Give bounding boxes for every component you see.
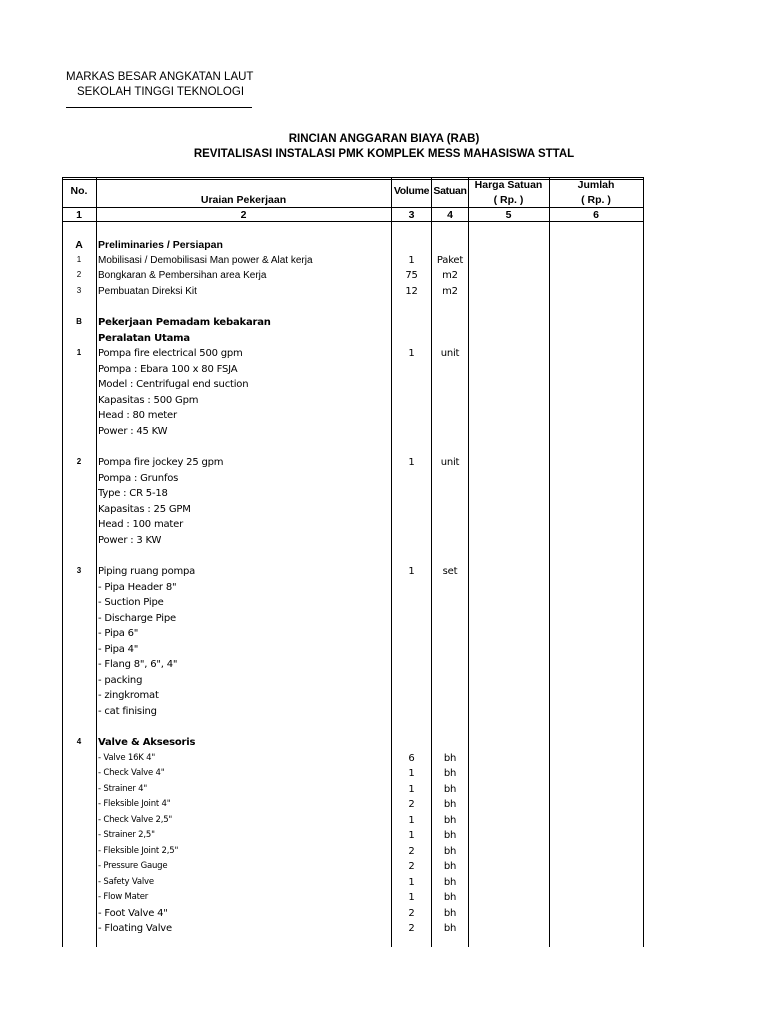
row-volume: 2 [408, 923, 415, 934]
row-description: - Check Valve 2,5" [98, 814, 173, 825]
table-row [62, 457, 644, 472]
col-header-uraian: Uraian Pekerjaan [200, 194, 287, 206]
table-row [62, 379, 644, 394]
row-description: Kapasitas : 25 GPM [98, 503, 191, 515]
header-divider [62, 207, 644, 208]
row-satuan: bh [443, 799, 457, 810]
row-description: - packing [98, 674, 143, 686]
table-row [62, 504, 644, 519]
row-description: - Pipa Header 8" [98, 581, 177, 593]
row-satuan: set [442, 566, 458, 577]
table-row [62, 317, 644, 332]
row-satuan: bh [443, 814, 457, 826]
table-row [62, 768, 644, 783]
row-description: Head : 80 meter [98, 410, 177, 421]
table-row [62, 923, 644, 938]
row-no: 3 [76, 566, 82, 575]
row-description: Head : 100 mater [98, 519, 183, 530]
row-description: Type : CR 5-18 [98, 488, 168, 499]
row-satuan: bh [443, 768, 457, 779]
row-description: - Valve 16K 4" [98, 752, 156, 763]
col-header-harga: Harga Satuan [474, 179, 543, 191]
row-description: - cat finising [98, 705, 157, 717]
col-header-no: No. [70, 185, 88, 197]
row-description: - zingkromat [98, 690, 159, 701]
row-description: - Floating Valve [98, 923, 172, 934]
col-number: 5 [505, 209, 512, 221]
row-volume: 1 [408, 254, 415, 266]
row-volume: 1 [408, 783, 415, 795]
row-satuan: m2 [442, 285, 458, 297]
row-volume: 1 [408, 348, 415, 359]
row-description: Pompa : Grunfos [98, 472, 179, 484]
row-satuan: bh [443, 845, 457, 857]
row-satuan: unit [440, 348, 460, 359]
row-description: Pembuatan Direksi Kit [98, 285, 197, 297]
rab-table [62, 177, 644, 947]
row-satuan: unit [440, 457, 460, 468]
table-row [62, 286, 644, 301]
org-subname: SEKOLAH TINGGI TEKNOLOGI [77, 86, 245, 98]
row-satuan: bh [443, 861, 457, 872]
table-row [62, 426, 644, 441]
row-no: 1 [76, 254, 82, 264]
table-row [62, 830, 644, 845]
row-volume: 2 [408, 861, 415, 872]
table-row [62, 908, 644, 923]
row-volume: 1 [408, 566, 415, 577]
row-description: Mobilisasi / Demobilisasi Man power & Alat kerja [98, 254, 313, 266]
row-description: - Fleksible Joint 4" [98, 799, 171, 809]
table-row [62, 488, 644, 503]
table-row [62, 597, 644, 612]
row-volume: 6 [408, 752, 415, 764]
row-description: - Discharge Pipe [98, 612, 176, 624]
row-description: Peralatan Utama [98, 332, 190, 344]
row-satuan: bh [443, 783, 457, 795]
row-satuan: bh [443, 892, 457, 903]
row-volume: 1 [408, 892, 415, 903]
document-subtitle: REVITALISASI INSTALASI PMK KOMPLEK MESS MAHASISWA STTAL [193, 148, 575, 160]
col-number: 6 [593, 209, 599, 221]
row-satuan: bh [443, 923, 457, 934]
table-row [62, 566, 644, 581]
row-satuan: bh [443, 752, 457, 764]
table-row [62, 255, 644, 270]
table-row [62, 659, 644, 674]
row-no: 3 [76, 285, 82, 295]
row-satuan: m2 [442, 270, 458, 281]
table-row [62, 706, 644, 721]
org-underline [66, 107, 252, 108]
col-number: 4 [447, 209, 453, 221]
row-no: B [76, 317, 82, 326]
row-volume: 1 [408, 457, 415, 468]
row-no: 4 [76, 737, 82, 746]
table-row [62, 737, 644, 752]
row-volume: 2 [408, 907, 415, 919]
col-header-jumlah-unit: ( Rp. ) [581, 194, 611, 206]
row-description: Pompa : Ebara 100 x 80 FSJA [98, 363, 238, 375]
org-name: MARKAS BESAR ANGKATAN LAUT [66, 71, 254, 83]
row-description: - Pressure Gauge [98, 861, 168, 871]
row-description: - Foot Valve 4" [98, 907, 168, 919]
table-row [62, 815, 644, 830]
table-row [62, 239, 644, 254]
row-satuan: bh [443, 907, 457, 919]
row-description: Pompa fire jockey 25 gpm [98, 457, 224, 468]
table-row [62, 799, 644, 814]
row-description: - Suction Pipe [98, 597, 164, 608]
table-row [62, 690, 644, 705]
row-no: 1 [76, 348, 82, 357]
row-volume: 2 [408, 845, 415, 857]
row-no: A [75, 239, 83, 251]
col-header-volume: Volume [393, 185, 430, 197]
row-volume: 1 [408, 768, 415, 779]
table-row [62, 333, 644, 348]
row-volume: 1 [408, 830, 415, 841]
col-number: 3 [408, 209, 415, 221]
table-row [62, 473, 644, 488]
row-description: Power : 3 KW [98, 534, 162, 546]
row-volume: 1 [408, 814, 415, 826]
col-number: 2 [240, 209, 247, 221]
table-row [62, 613, 644, 628]
row-description: - Safety Valve [98, 876, 154, 887]
table-row [62, 582, 644, 597]
table-border-top [62, 177, 644, 178]
table-row [62, 846, 644, 861]
row-description: - Strainer 4" [98, 783, 148, 794]
row-description: - Fleksible Joint 2,5" [98, 845, 179, 856]
table-row [62, 784, 644, 799]
row-description: Model : Centrifugal end suction [98, 379, 249, 390]
table-row [62, 877, 644, 892]
document-title: RINCIAN ANGGARAN BIAYA (RAB) [288, 133, 480, 145]
table-row [62, 861, 644, 876]
row-description: Power : 45 KW [98, 425, 168, 437]
row-description: Preliminaries / Persiapan [98, 239, 223, 251]
row-description: Pompa fire electrical 500 gpm [98, 348, 243, 359]
row-description: - Flow Mater [98, 892, 149, 902]
row-description: - Pipa 4" [98, 643, 139, 655]
row-description: Piping ruang pompa [98, 566, 196, 577]
col-header-jumlah: Jumlah [577, 179, 615, 191]
row-volume: 75 [405, 270, 418, 281]
number-row-divider [62, 221, 644, 222]
row-description: - Flang 8", 6", 4" [98, 659, 178, 670]
table-row [62, 348, 644, 363]
table-row [62, 753, 644, 768]
col-header-satuan: Satuan [433, 185, 467, 197]
table-row [62, 535, 644, 550]
row-satuan: bh [443, 876, 457, 888]
row-volume: 2 [408, 799, 415, 810]
row-description: Bongkaran & Pembersihan area Kerja [98, 270, 267, 281]
row-description: Valve & Aksesoris [98, 737, 196, 748]
table-row [62, 628, 644, 643]
table-row [62, 644, 644, 659]
table-row [62, 364, 644, 379]
table-row [62, 270, 644, 285]
row-no: 2 [76, 270, 82, 279]
row-no: 2 [76, 457, 82, 466]
row-volume: 12 [405, 285, 418, 297]
col-number: 1 [76, 209, 82, 221]
table-row [62, 675, 644, 690]
col-header-harga-unit: ( Rp. ) [493, 194, 524, 206]
table-row [62, 892, 644, 907]
row-description: - Strainer 2,5" [98, 830, 155, 840]
row-description: - Check Valve 4" [98, 768, 165, 778]
row-description: - Pipa 6" [98, 628, 139, 639]
row-volume: 1 [408, 876, 415, 888]
row-description: Kapasitas : 500 Gpm [98, 394, 199, 406]
row-satuan: bh [443, 830, 457, 841]
table-row [62, 410, 644, 425]
row-satuan: Paket [436, 254, 464, 266]
row-description: Pekerjaan Pemadam kebakaran [98, 317, 271, 328]
table-row [62, 395, 644, 410]
table-row [62, 519, 644, 534]
